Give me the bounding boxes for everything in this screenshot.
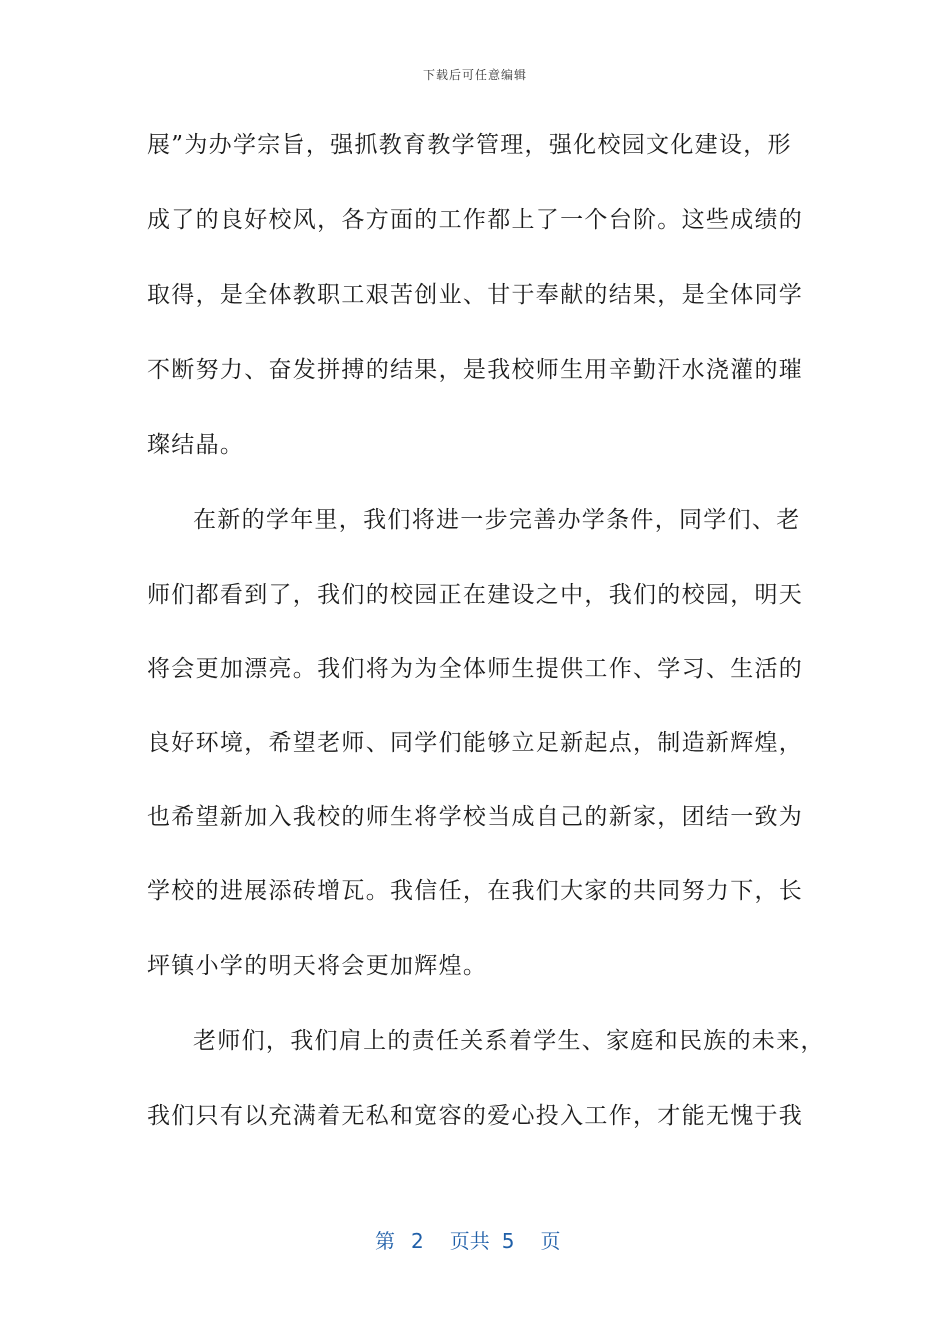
footer-label: 第 <box>375 1229 395 1253</box>
current-page-number: 2 <box>411 1229 424 1253</box>
page-footer <box>375 1225 560 1254</box>
body-line: 师们都看到了，我们的校园正在建设之中，我们的校园，明天 <box>147 582 804 608</box>
body-line: 展”为办学宗旨，强抓教育教学管理，强化校园文化建设，形 <box>147 132 792 158</box>
body-line: 将会更加漂亮。我们将为为全体师生提供工作、学习、生活的 <box>147 656 804 682</box>
body-line: 取得，是全体教职工艰苦创业、甘于奉献的结果，是全体同学 <box>147 282 804 308</box>
body-line: 也希望新加入我校的师生将学校当成自己的新家，团结一致为 <box>147 804 804 830</box>
total-pages-number: 5 <box>501 1229 515 1253</box>
body-line: 不断努力、奋发拼搏的结果，是我校师生用辛勤汗水浇灌的璀 <box>147 357 804 383</box>
body-line: 学校的进展添砖增瓦。我信任，在我们大家的共同努力下，长 <box>147 878 804 904</box>
page-header-note: 下载后可任意编辑 <box>422 68 527 82</box>
footer-label: 页 <box>540 1229 561 1253</box>
paragraph-start-line: 在新的学年里，我们将进一步完善办学条件，同学们、老 <box>193 507 801 533</box>
body-line: 坪镇小学的明天将会更加辉煌。 <box>147 953 488 979</box>
footer-label: 页共 <box>449 1229 490 1253</box>
body-line: 璨结晶。 <box>147 432 245 458</box>
paragraph-start-line: 老师们，我们肩上的责任关系着学生、家庭和民族的未来， <box>193 1028 825 1054</box>
body-line: 我们只有以充满着无私和宽容的爱心投入工作，才能无愧于我 <box>147 1103 804 1129</box>
body-line: 良好环境，希望老师、同学们能够立足新起点，制造新辉煌， <box>147 730 804 756</box>
body-line: 成了的良好校风，各方面的工作都上了一个台阶。这些成绩的 <box>147 207 804 233</box>
